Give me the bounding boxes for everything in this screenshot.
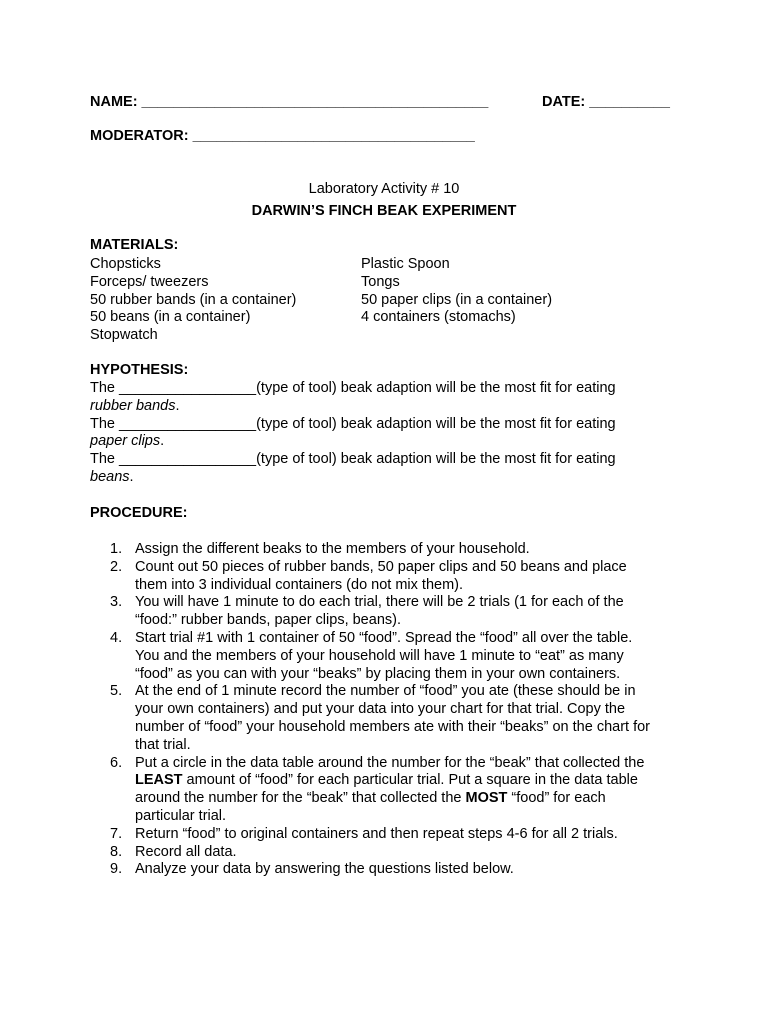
- step-number: 6.: [110, 754, 123, 771]
- step-text: Analyze your data by answering the questions listed below.: [135, 861, 514, 878]
- procedure-list: [90, 541, 680, 879]
- hypothesis-period: .: [129, 468, 134, 485]
- step-text-fragment: “food” for each: [507, 790, 606, 807]
- hypothesis-food-line: [90, 398, 670, 416]
- procedure-step: [90, 594, 680, 630]
- material-item: 50 beans (in a container): [90, 309, 251, 326]
- material-item: 50 rubber bands (in a container): [90, 291, 297, 308]
- materials-row: [90, 256, 690, 274]
- step-text: Assign the different beaks to the members of your household.: [135, 541, 530, 557]
- date-field: DATE: __________: [542, 94, 670, 110]
- materials-row: [90, 274, 690, 292]
- step-text-mixed: [135, 790, 680, 808]
- step-number: 3.: [110, 594, 123, 611]
- hypothesis-line: The _________________(type of tool) beak adaption will be the most fit for eating: [90, 380, 616, 396]
- step-text: Return “food” to original containers and then repeat steps 4-6 for all 2 trials.: [135, 825, 618, 842]
- hypothesis-food-line: [90, 433, 670, 451]
- procedure-step: [90, 541, 680, 559]
- step-text: that trial.: [135, 736, 191, 753]
- hypothesis-heading: HYPOTHESIS:: [90, 362, 189, 378]
- material-item: Stopwatch: [90, 327, 158, 344]
- step-text: particular trial.: [135, 807, 227, 824]
- hypothesis-line: The _________________(type of tool) beak adaption will be the most fit for eating: [90, 451, 616, 468]
- hypothesis-period: .: [160, 433, 165, 450]
- hypothesis-period: .: [175, 397, 180, 414]
- step-text: number of “food” your household members ate with their “beaks” on the chart for: [135, 718, 651, 735]
- materials-list: [90, 256, 690, 345]
- materials-heading: MATERIALS:: [90, 237, 179, 253]
- step-number: 8.: [110, 843, 123, 860]
- material-item: Chopsticks: [90, 256, 161, 272]
- step-number: 4.: [110, 629, 123, 646]
- step-text: your own containers) and put your data into your chart for that trial. Copy the: [135, 701, 626, 718]
- moderator-field: MODERATOR: ___________________________________: [90, 128, 475, 144]
- materials-row: [90, 309, 690, 327]
- step-text: “food:” rubber bands, paper clips, beans).: [135, 612, 401, 629]
- materials-row: [90, 292, 690, 310]
- material-item: Tongs: [361, 273, 400, 290]
- step-number: 9.: [110, 861, 123, 878]
- step-text: Put a circle in the data table around the number for the “beak” that collected the: [135, 754, 645, 771]
- step-text-fragment: amount of “food” for each particular trial. Put a square in the data table: [182, 772, 638, 789]
- step-text: At the end of 1 minute record the number of “food” you ate (these should be in: [135, 683, 636, 700]
- materials-row: [90, 327, 690, 345]
- hypothesis-line: The _________________(type of tool) beak adaption will be the most fit for eating: [90, 415, 616, 432]
- procedure-step: [90, 844, 680, 862]
- step-text: You and the members of your household will have 1 minute to “eat” as many: [135, 647, 624, 664]
- hypothesis-food-line: [90, 469, 670, 487]
- procedure-heading: PROCEDURE:: [90, 505, 188, 521]
- step-text: You will have 1 minute to do each trial, there will be 2 trials (1 for each of the: [135, 594, 624, 611]
- hypothesis-food: beans: [90, 468, 130, 485]
- procedure-step: [90, 559, 680, 595]
- hypothesis-food: rubber bands: [90, 397, 176, 414]
- procedure-step: [90, 826, 680, 844]
- material-item: 4 containers (stomachs): [361, 309, 516, 326]
- material-item: 50 paper clips (in a container): [361, 291, 553, 308]
- experiment-title: DARWIN’S FINCH BEAK EXPERIMENT: [251, 203, 517, 219]
- material-item: Forceps/ tweezers: [90, 273, 209, 290]
- procedure-step: [90, 861, 680, 879]
- step-number: 5.: [110, 683, 123, 700]
- step-text: Record all data.: [135, 843, 237, 860]
- step-number: 2.: [110, 558, 123, 575]
- step-text: them into 3 individual containers (do not mix them).: [135, 576, 464, 593]
- procedure-step: [90, 630, 680, 683]
- step-text-fragment: around the number for the “beak” that collected the: [135, 790, 466, 807]
- hypothesis-list: [90, 380, 670, 487]
- emphasis-most: MOST: [465, 790, 508, 807]
- step-text-mixed: [135, 772, 680, 790]
- procedure-step: [90, 683, 680, 754]
- step-text: Count out 50 pieces of rubber bands, 50 paper clips and 50 beans and place: [135, 558, 627, 575]
- step-number: 1.: [110, 541, 123, 557]
- step-text: “food” as you can with your “beaks” by placing them in your own containers.: [135, 665, 621, 682]
- material-item: Plastic Spoon: [361, 256, 450, 272]
- step-number: 7.: [110, 825, 123, 842]
- hypothesis-food: paper clips: [90, 433, 161, 450]
- name-field: NAME: ___________________________________________: [90, 94, 489, 110]
- procedure-step: [90, 755, 680, 826]
- activity-title: Laboratory Activity # 10: [308, 181, 460, 197]
- emphasis-least: LEAST: [135, 772, 183, 789]
- step-text: Start trial #1 with 1 container of 50 “food”. Spread the “food” all over the table.: [135, 629, 633, 646]
